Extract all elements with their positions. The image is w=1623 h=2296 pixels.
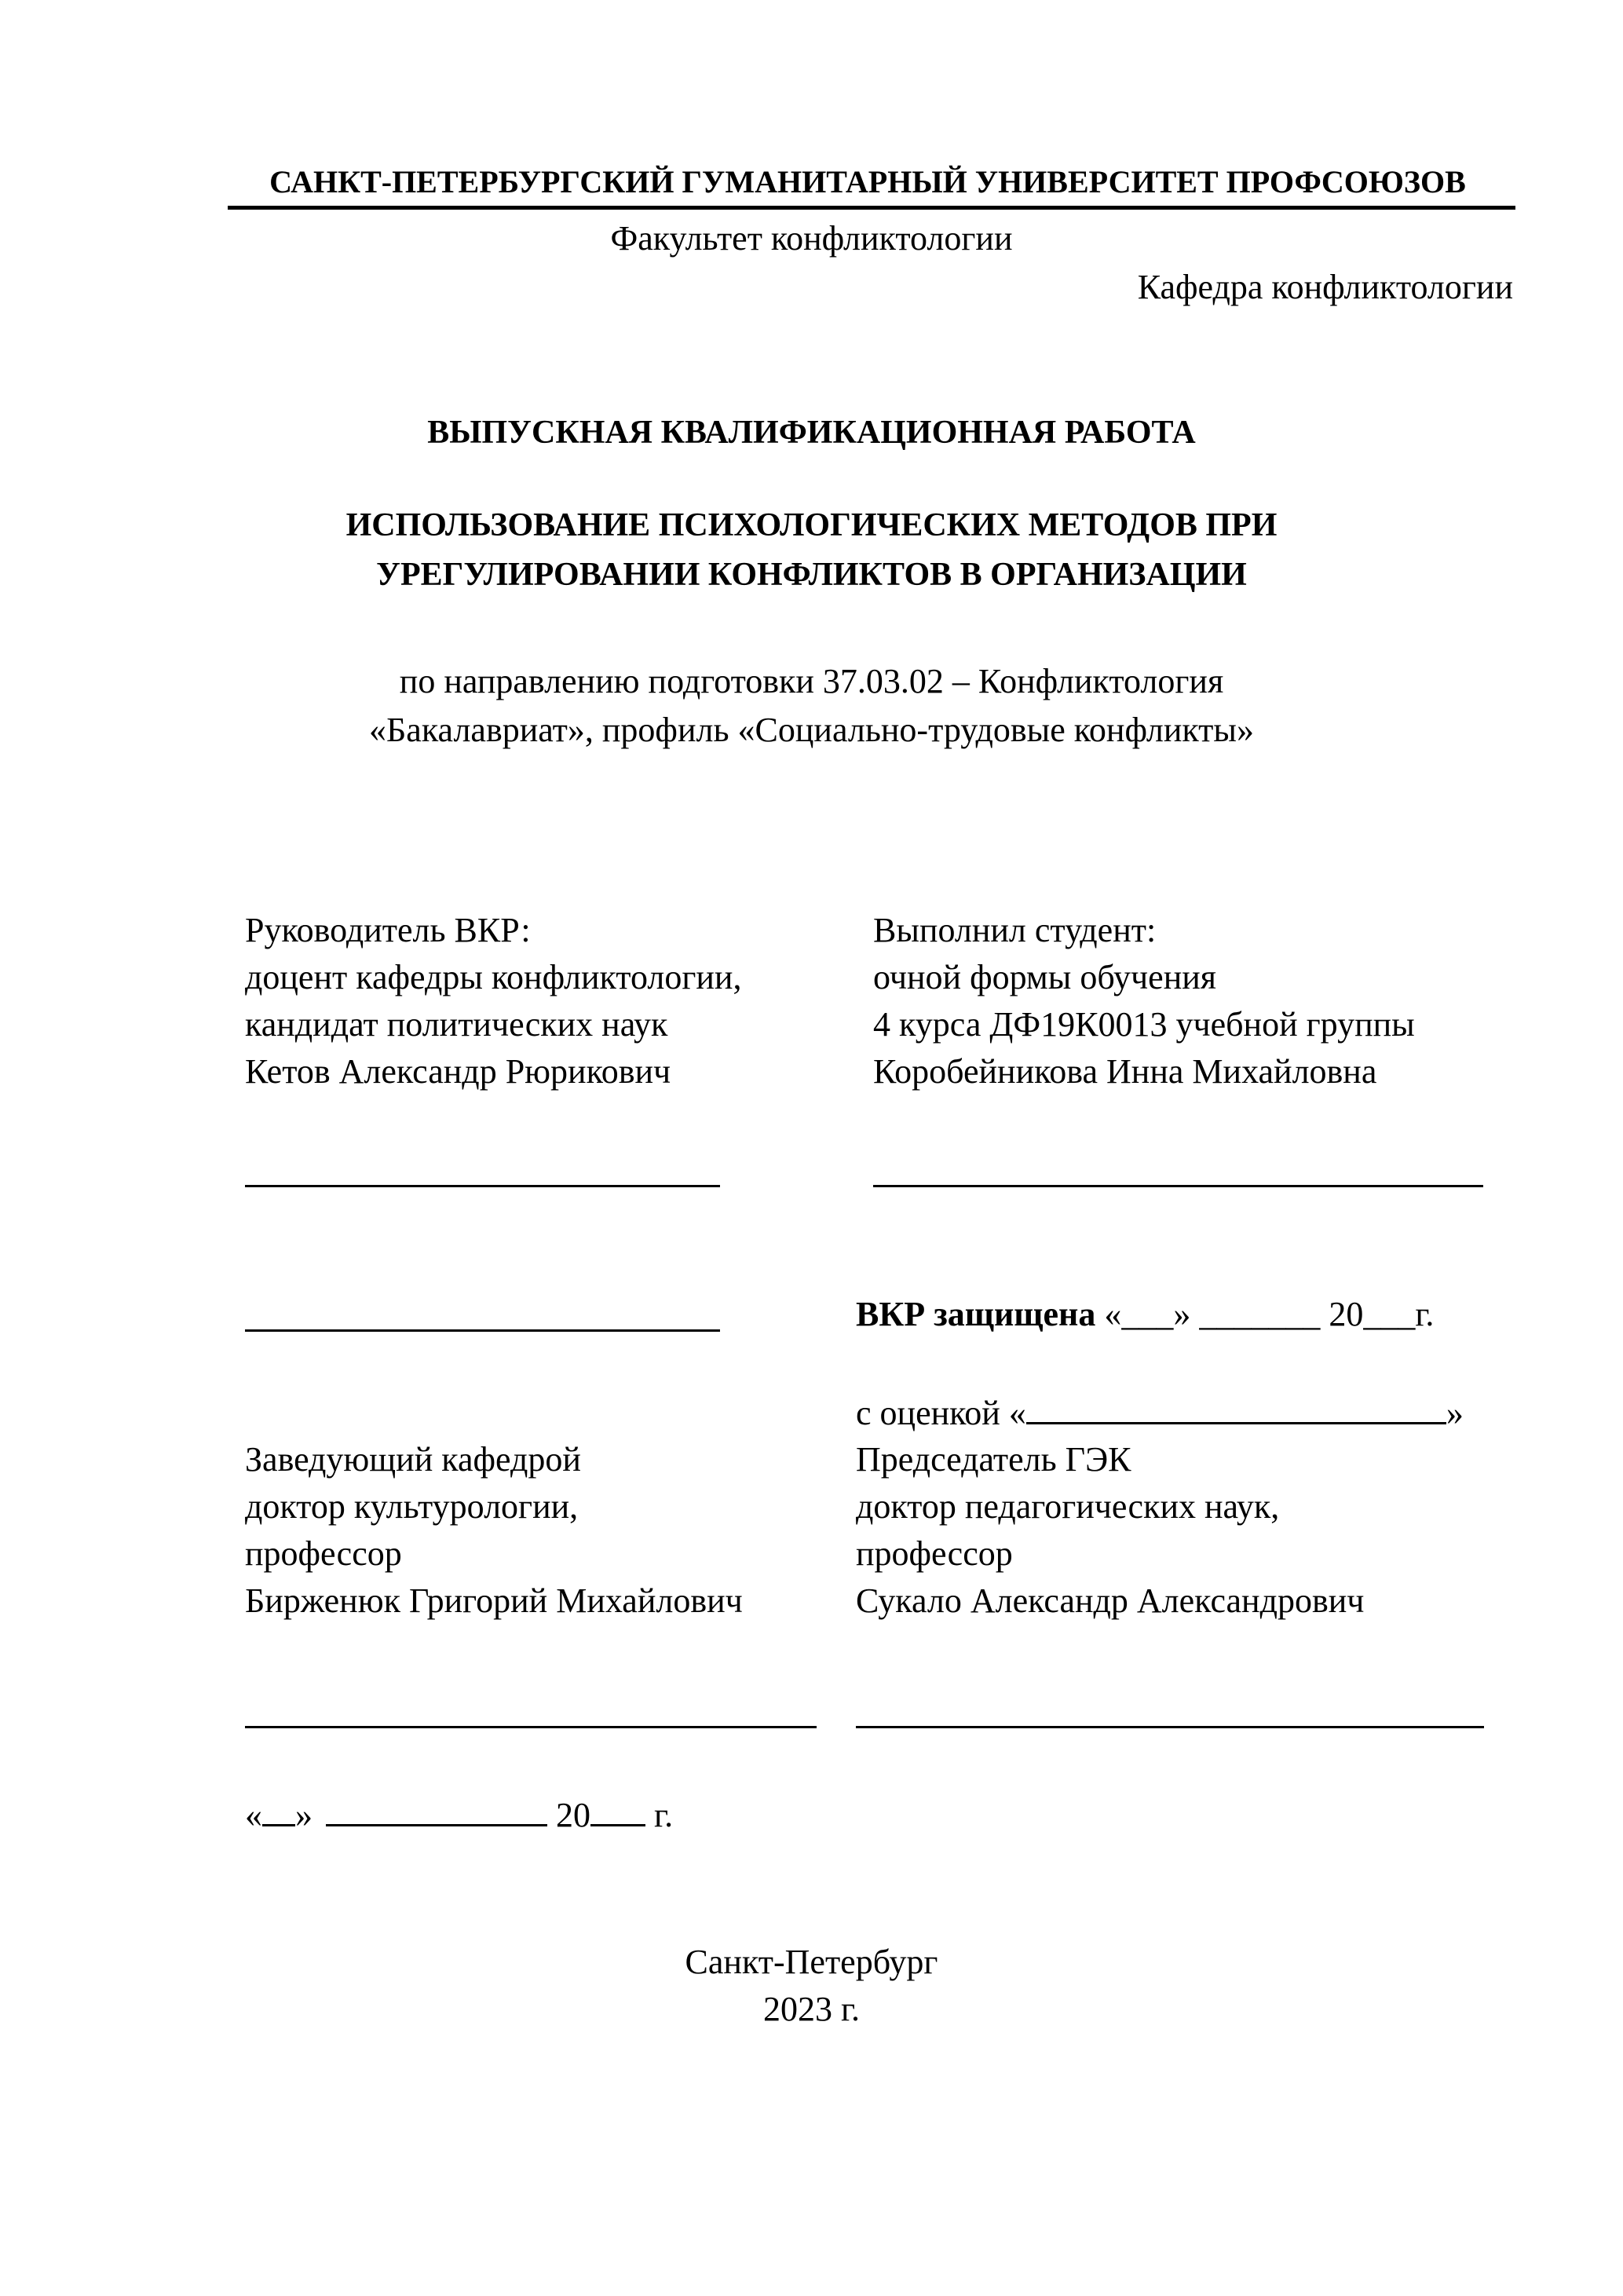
header-rule (228, 206, 1515, 210)
gek-role: Председатель ГЭК (856, 1440, 1131, 1479)
student-block (873, 907, 1415, 1095)
gek-degree: доктор педагогических наук, (856, 1487, 1280, 1526)
work-type: ВЫПУСКНАЯ КВАЛИФИКАЦИОННАЯ РАБОТА (427, 415, 1196, 451)
grade-blank[interactable] (1026, 1391, 1446, 1424)
gek-name: Сукало Александр Александрович (856, 1581, 1365, 1620)
supervisor-signature-line[interactable] (245, 1185, 720, 1187)
supervisor-second-signature-line[interactable] (245, 1329, 720, 1332)
grade-prefix: с оценкой « (856, 1394, 1026, 1432)
student-name: Коробейникова Инна Михайловна (873, 1052, 1377, 1091)
gek-title: профессор (856, 1534, 1013, 1573)
grade-line (856, 1391, 1464, 1434)
supervisor-position: доцент кафедры конфликтологии, (245, 958, 742, 996)
student-signature-line[interactable] (873, 1185, 1483, 1187)
supervisor-degree: кандидат политических наук (245, 1005, 668, 1044)
work-title-line-1: ИСПОЛЬЗОВАНИЕ ПСИХОЛОГИЧЕСКИХ МЕТОДОВ ПРИ (345, 507, 1278, 543)
head-signature-line[interactable] (245, 1726, 817, 1728)
student-group: 4 курса ДФ19К0013 учебной группы (873, 1005, 1415, 1044)
year: 2023 г. (762, 1990, 861, 2028)
city: Санкт-Петербург (685, 1943, 938, 1981)
year-blank[interactable] (590, 1794, 645, 1826)
direction-line-2: «Бакалавриат», профиль «Социально-трудовые конфликты» (369, 711, 1254, 749)
defense-label: ВКР защищена (856, 1295, 1096, 1333)
student-study-form: очной формы обучения (873, 958, 1217, 996)
gek-chair-block (856, 1436, 1364, 1625)
head-degree: доктор культурологии, (245, 1487, 579, 1526)
approval-date (245, 1794, 673, 1836)
direction-line-1: по направлению подготовки 37.03.02 – Конфликтология (399, 662, 1224, 700)
date-open-quote: « (245, 1796, 262, 1834)
department-name: Кафедра конфликтологии (1137, 268, 1513, 306)
supervisor-role: Руководитель ВКР: (245, 911, 531, 949)
year-suffix: г. (645, 1796, 674, 1834)
head-name: Бирженюк Григорий Михайлович (245, 1581, 743, 1620)
grade-suffix: » (1446, 1394, 1464, 1432)
student-role: Выполнил студент: (873, 911, 1157, 949)
head-role: Заведующий кафедрой (245, 1440, 581, 1479)
faculty-name: Факультет конфликтологии (610, 219, 1013, 258)
head-of-department-block (245, 1436, 743, 1625)
gek-signature-line[interactable] (856, 1726, 1484, 1728)
work-title-line-2: УРЕГУЛИРОВАНИИ КОНФЛИКТОВ В ОРГАНИЗАЦИИ (376, 557, 1247, 593)
supervisor-name: Кетов Александр Рюрикович (245, 1052, 671, 1091)
defense-date-blank[interactable]: «___» _______ 20___г. (1095, 1295, 1435, 1333)
head-title: профессор (245, 1534, 402, 1573)
defense-line (856, 1294, 1434, 1335)
year-prefix: 20 (556, 1796, 590, 1834)
date-close-quote: » (295, 1796, 313, 1834)
supervisor-block (245, 907, 741, 1095)
month-blank[interactable] (326, 1794, 547, 1826)
day-blank[interactable] (262, 1794, 295, 1826)
university-name: САНКТ-ПЕТЕРБУРГСКИЙ ГУМАНИТАРНЫЙ УНИВЕРСИТЕТ ПРОФСОЮЗОВ (269, 164, 1466, 199)
